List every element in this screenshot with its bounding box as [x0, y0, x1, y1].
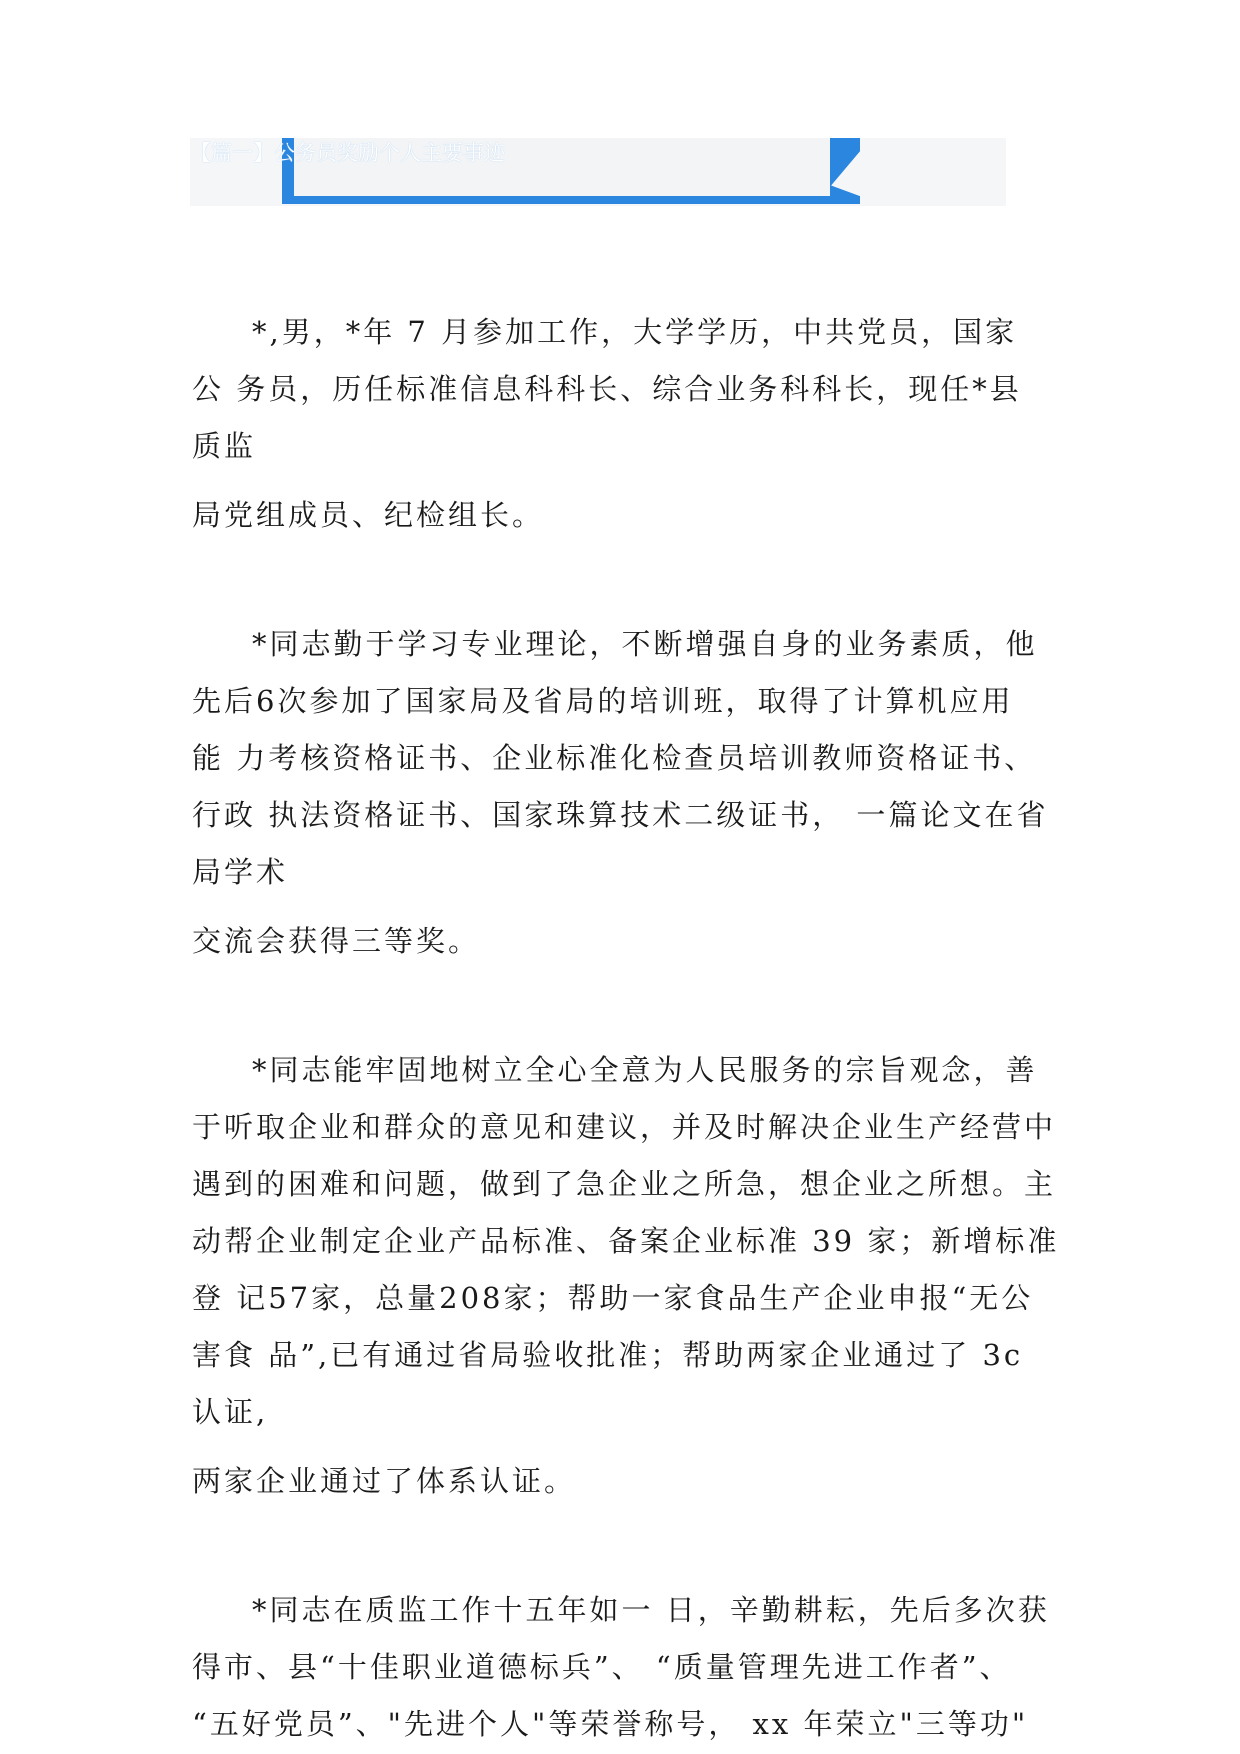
- paragraph-study: [192, 616, 1062, 970]
- text-line: 动帮企业制定企业产品标准、备案企业标准 39 家；新增标准: [192, 1224, 1060, 1258]
- text-line: 于听取企业和群众的意见和建议，并及时解决企业生产经营中: [192, 1110, 1057, 1144]
- text-line: 害食 品”,已有通过省局验收批准；帮助两家企业通过了 3c: [192, 1338, 1024, 1372]
- text-line: 得市、县“十佳职业道德标兵”、 “质量管理先进工作者”、: [192, 1650, 1012, 1684]
- banner-title: 【篇一】公务员奖励个人主要事迹: [190, 141, 505, 165]
- text-line: 局学术: [192, 855, 289, 889]
- text-line: 能 力考核资格证书、企业标准化检查员培训教师资格证书、: [192, 741, 1037, 775]
- text-line: 局党组成员、纪检组长。: [192, 498, 545, 532]
- text-line: 登 记57家，总量208家；帮助一家食品生产企业申报“无公: [192, 1281, 1034, 1315]
- text-line: 质监: [192, 429, 257, 463]
- text-line: *同志能牢固地树立全心全意为人民服务的宗旨观念，善: [252, 1053, 1038, 1087]
- text-line: *,男，*年 7 月参加工作，大学学历，中共党员，国家: [252, 315, 1018, 349]
- text-line: 遇到的困难和问题，做到了急企业之所急，想企业之所想。主: [192, 1167, 1057, 1201]
- paragraph-profile: [192, 304, 1062, 544]
- header-banner: [190, 138, 1006, 206]
- text-line: *同志在质监工作十五年如一 日，辛勤耕耘，先后多次获: [252, 1593, 1050, 1627]
- paragraph-service: [192, 1042, 1062, 1510]
- text-line: 先后6次参加了国家局及省局的培训班，取得了计算机应用: [192, 684, 1014, 718]
- document-body: [192, 304, 1062, 1753]
- text-line: “五好党员”、"先进个人"等荣誉称号， xx 年荣立"三等功": [192, 1707, 1029, 1741]
- text-line: 公 务员，历任标准信息科科长、综合业务科科长，现任*县: [192, 372, 1022, 406]
- text-line: 两家企业通过了体系认证。: [192, 1464, 577, 1498]
- text-line: 行政 执法资格证书、国家珠算技术二级证书， 一篇论文在省: [192, 798, 1049, 832]
- paragraph-honors: [192, 1582, 1062, 1753]
- text-line: 认证,: [192, 1395, 269, 1429]
- text-line: *同志勤于学习专业理论，不断增强自身的业务素质，他: [252, 627, 1038, 661]
- text-line: 交流会获得三等奖。: [192, 924, 481, 958]
